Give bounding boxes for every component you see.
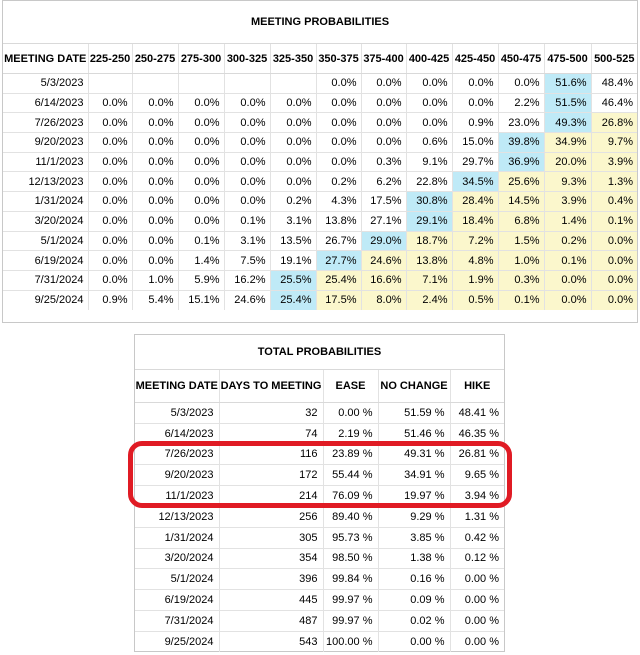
probability-cell: 36.9%: [498, 152, 544, 172]
meeting-date-cell: 9/25/2024: [135, 631, 219, 652]
table-row: [3, 231, 637, 251]
table-row: [3, 290, 637, 310]
days-to-meeting-cell: 396: [219, 569, 323, 590]
meeting-probabilities-title: MEETING PROBABILITIES: [250, 16, 390, 28]
meeting-date-cell: 6/19/2024: [135, 590, 219, 611]
meeting-date-cell: 7/31/2024: [135, 610, 219, 631]
probability-cell: [132, 74, 178, 94]
days-to-meeting-cell: 543: [219, 631, 323, 652]
probability-cell: 0.0%: [178, 93, 224, 113]
days-to-meeting-cell: 32: [219, 403, 323, 424]
probability-cell: 0.0%: [316, 152, 361, 172]
probability-cell: 0.0%: [88, 172, 132, 192]
column-header-range: 275-300: [178, 44, 224, 74]
probability-cell: 22.8%: [406, 172, 452, 192]
probability-cell: 0.0%: [316, 113, 361, 133]
table-row: [135, 486, 504, 507]
probability-cell: 1.4%: [544, 211, 591, 231]
ease-cell: 98.50 %: [323, 548, 378, 569]
probability-cell: 29.7%: [452, 152, 498, 172]
probability-cell: 0.5%: [452, 290, 498, 310]
probability-cell: 0.0%: [88, 270, 132, 290]
no-change-cell: 1.38 %: [378, 548, 450, 569]
column-header-hike: HIKE: [450, 370, 504, 403]
probability-cell: 49.3%: [544, 113, 591, 133]
hike-cell: 3.94 %: [450, 486, 504, 507]
hike-cell: 0.12 %: [450, 548, 504, 569]
probability-cell: 0.1%: [178, 231, 224, 251]
ease-cell: 76.09 %: [323, 486, 378, 507]
table-row: [135, 548, 504, 569]
probability-cell: 0.0%: [406, 93, 452, 113]
table-row: [135, 444, 504, 465]
probability-cell: 0.0%: [316, 133, 361, 153]
probability-cell: 26.7%: [316, 231, 361, 251]
table-row: [3, 192, 637, 212]
probability-cell: 1.4%: [178, 251, 224, 271]
probability-cell: 0.1%: [498, 290, 544, 310]
probability-cell: 0.0%: [224, 152, 270, 172]
table-row: [135, 423, 504, 444]
table-row: [135, 506, 504, 527]
column-header-days-to-meeting: DAYS TO MEETING: [219, 370, 323, 403]
probability-cell: 0.0%: [178, 113, 224, 133]
probability-cell: 0.2%: [316, 172, 361, 192]
probability-cell: 28.4%: [452, 192, 498, 212]
probability-cell: 0.1%: [224, 211, 270, 231]
meeting-date-cell: 5/1/2024: [3, 231, 88, 251]
hike-cell: 26.81 %: [450, 444, 504, 465]
no-change-cell: 3.85 %: [378, 527, 450, 548]
days-to-meeting-cell: 487: [219, 610, 323, 631]
probability-cell: 20.0%: [544, 152, 591, 172]
probability-cell: 6.8%: [498, 211, 544, 231]
probability-cell: 18.7%: [406, 231, 452, 251]
probability-cell: 18.4%: [452, 211, 498, 231]
probability-cell: 0.0%: [224, 192, 270, 212]
probability-cell: [270, 74, 316, 94]
probability-cell: 51.6%: [544, 74, 591, 94]
column-header-ease: EASE: [323, 370, 378, 403]
column-header-no-change: NO CHANGE: [378, 370, 450, 403]
column-header-range: 425-450: [452, 44, 498, 74]
probability-cell: 0.0%: [88, 152, 132, 172]
hike-cell: 48.41 %: [450, 403, 504, 424]
ease-cell: 0.00 %: [323, 403, 378, 424]
probability-cell: 7.5%: [224, 251, 270, 271]
no-change-cell: 51.59 %: [378, 403, 450, 424]
table-row: [3, 251, 637, 271]
no-change-cell: 34.91 %: [378, 465, 450, 486]
column-header-range: 250-275: [132, 44, 178, 74]
probability-cell: 24.6%: [224, 290, 270, 310]
probability-cell: 13.8%: [406, 251, 452, 271]
probability-cell: 25.4%: [270, 290, 316, 310]
probability-cell: 5.4%: [132, 290, 178, 310]
column-header-range: 325-350: [270, 44, 316, 74]
meeting-date-cell: 9/20/2023: [3, 133, 88, 153]
probability-cell: 23.0%: [498, 113, 544, 133]
probability-cell: 1.0%: [132, 270, 178, 290]
table-row: [3, 113, 637, 133]
total-probabilities-title: TOTAL PROBABILITIES: [257, 346, 382, 358]
probability-cell: 0.0%: [270, 93, 316, 113]
hike-cell: 0.00 %: [450, 631, 504, 652]
meeting-date-cell: 7/26/2023: [3, 113, 88, 133]
meeting-date-cell: 3/20/2024: [3, 211, 88, 231]
hike-cell: 1.31 %: [450, 506, 504, 527]
probability-cell: 3.9%: [544, 192, 591, 212]
probability-cell: 46.4%: [591, 93, 637, 113]
column-header-range: 375-400: [361, 44, 406, 74]
days-to-meeting-cell: 256: [219, 506, 323, 527]
probability-cell: 2.4%: [406, 290, 452, 310]
probability-cell: 51.5%: [544, 93, 591, 113]
probability-cell: 0.0%: [178, 192, 224, 212]
column-header-range: 300-325: [224, 44, 270, 74]
hike-cell: 9.65 %: [450, 465, 504, 486]
no-change-cell: 49.31 %: [378, 444, 450, 465]
days-to-meeting-cell: 116: [219, 444, 323, 465]
days-to-meeting-cell: 214: [219, 486, 323, 507]
probability-cell: 1.0%: [498, 251, 544, 271]
probability-cell: 0.0%: [270, 172, 316, 192]
probability-cell: 29.0%: [361, 231, 406, 251]
probability-cell: 0.0%: [316, 93, 361, 113]
table-row: [3, 270, 637, 290]
probability-cell: 5.9%: [178, 270, 224, 290]
probability-cell: 0.0%: [591, 231, 637, 251]
probability-cell: 7.2%: [452, 231, 498, 251]
probability-cell: 0.0%: [88, 231, 132, 251]
probability-cell: 0.0%: [361, 133, 406, 153]
probability-cell: 0.9%: [452, 113, 498, 133]
probability-cell: 0.0%: [224, 93, 270, 113]
probability-cell: 4.8%: [452, 251, 498, 271]
no-change-cell: 51.46 %: [378, 423, 450, 444]
meeting-probabilities-header-row: [3, 44, 637, 74]
table-row: [135, 403, 504, 424]
probability-cell: 0.0%: [88, 192, 132, 212]
table-row: [135, 590, 504, 611]
meeting-date-cell: 6/19/2024: [3, 251, 88, 271]
probability-cell: 0.0%: [88, 93, 132, 113]
ease-cell: 23.89 %: [323, 444, 378, 465]
probability-cell: 25.4%: [316, 270, 361, 290]
probability-cell: 0.0%: [132, 251, 178, 271]
probability-cell: 9.1%: [406, 152, 452, 172]
probability-cell: 14.5%: [498, 192, 544, 212]
probability-cell: 48.4%: [591, 74, 637, 94]
meeting-date-cell: 12/13/2023: [3, 172, 88, 192]
probability-cell: 3.1%: [224, 231, 270, 251]
probability-cell: 0.0%: [132, 133, 178, 153]
table-row: [3, 74, 637, 94]
no-change-cell: 9.29 %: [378, 506, 450, 527]
probability-cell: 24.6%: [361, 251, 406, 271]
no-change-cell: 0.00 %: [378, 631, 450, 652]
ease-cell: 95.73 %: [323, 527, 378, 548]
column-header-range: 225-250: [88, 44, 132, 74]
probability-cell: 0.4%: [591, 192, 637, 212]
probability-cell: 0.3%: [361, 152, 406, 172]
table-row: [3, 172, 637, 192]
no-change-cell: 19.97 %: [378, 486, 450, 507]
probability-cell: 0.0%: [591, 251, 637, 271]
hike-cell: 0.00 %: [450, 569, 504, 590]
probability-cell: 0.1%: [544, 251, 591, 271]
probability-cell: 0.0%: [132, 93, 178, 113]
table-row: [135, 610, 504, 631]
probability-cell: 0.0%: [544, 290, 591, 310]
probability-cell: 0.0%: [361, 74, 406, 94]
probability-cell: 0.0%: [361, 113, 406, 133]
probability-cell: 0.0%: [178, 172, 224, 192]
total-probabilities-table: [135, 369, 504, 652]
probability-cell: 0.0%: [88, 211, 132, 231]
days-to-meeting-cell: 354: [219, 548, 323, 569]
meeting-date-cell: 9/20/2023: [135, 465, 219, 486]
hike-cell: 46.35 %: [450, 423, 504, 444]
no-change-cell: 0.16 %: [378, 569, 450, 590]
meeting-date-cell: 7/26/2023: [135, 444, 219, 465]
probability-cell: 4.3%: [316, 192, 361, 212]
probability-cell: 0.0%: [88, 133, 132, 153]
probability-cell: 3.1%: [270, 211, 316, 231]
probability-cell: 0.0%: [316, 74, 361, 94]
probability-cell: 0.0%: [498, 74, 544, 94]
probability-cell: [224, 74, 270, 94]
probability-cell: 25.5%: [270, 270, 316, 290]
meeting-date-cell: 12/13/2023: [135, 506, 219, 527]
probability-cell: 0.0%: [270, 113, 316, 133]
probability-cell: 0.0%: [361, 93, 406, 113]
hike-cell: 0.00 %: [450, 610, 504, 631]
probability-cell: 0.0%: [224, 113, 270, 133]
probability-cell: 17.5%: [316, 290, 361, 310]
ease-cell: 100.00 %: [323, 631, 378, 652]
ease-cell: 99.97 %: [323, 590, 378, 611]
probability-cell: 0.0%: [132, 172, 178, 192]
probability-cell: 39.8%: [498, 133, 544, 153]
probability-cell: 0.0%: [178, 133, 224, 153]
probability-cell: 0.0%: [178, 211, 224, 231]
probability-cell: 0.0%: [132, 192, 178, 212]
probability-cell: 0.0%: [452, 93, 498, 113]
probability-cell: 0.2%: [544, 231, 591, 251]
probability-cell: 13.8%: [316, 211, 361, 231]
probability-cell: 0.0%: [224, 172, 270, 192]
meeting-date-cell: 5/1/2024: [135, 569, 219, 590]
probability-cell: 0.0%: [224, 133, 270, 153]
probability-cell: 0.0%: [132, 152, 178, 172]
probability-cell: 0.6%: [406, 133, 452, 153]
probability-cell: 0.0%: [178, 152, 224, 172]
meeting-date-cell: 1/31/2024: [3, 192, 88, 212]
probability-cell: 13.5%: [270, 231, 316, 251]
no-change-cell: 0.02 %: [378, 610, 450, 631]
probability-cell: 1.5%: [498, 231, 544, 251]
probability-cell: 19.1%: [270, 251, 316, 271]
table-row: [135, 569, 504, 590]
table-row: [3, 133, 637, 153]
days-to-meeting-cell: 74: [219, 423, 323, 444]
probability-cell: 0.9%: [88, 290, 132, 310]
meeting-probabilities-panel: [2, 0, 638, 323]
probability-cell: 2.2%: [498, 93, 544, 113]
meeting-date-cell: 3/20/2024: [135, 548, 219, 569]
probability-cell: 15.1%: [178, 290, 224, 310]
probability-cell: 29.1%: [406, 211, 452, 231]
ease-cell: 99.84 %: [323, 569, 378, 590]
probability-cell: 0.3%: [498, 270, 544, 290]
probability-cell: 0.0%: [452, 74, 498, 94]
column-header-range: 500-525: [591, 44, 637, 74]
probability-cell: [178, 74, 224, 94]
ease-cell: 55.44 %: [323, 465, 378, 486]
meeting-date-cell: 6/14/2023: [135, 423, 219, 444]
probability-cell: 0.0%: [132, 211, 178, 231]
probability-cell: 27.1%: [361, 211, 406, 231]
probability-cell: 27.7%: [316, 251, 361, 271]
probability-cell: 3.9%: [591, 152, 637, 172]
probability-cell: 8.0%: [361, 290, 406, 310]
column-header-range: 350-375: [316, 44, 361, 74]
probability-cell: 26.8%: [591, 113, 637, 133]
meeting-date-cell: 11/1/2023: [135, 486, 219, 507]
column-header-meeting-date: MEETING DATE: [3, 44, 88, 74]
hike-cell: 0.00 %: [450, 590, 504, 611]
meeting-date-cell: 5/3/2023: [135, 403, 219, 424]
probability-cell: 0.1%: [591, 211, 637, 231]
table-row: [135, 465, 504, 486]
probability-cell: [88, 74, 132, 94]
table-row: [135, 527, 504, 548]
probability-cell: 0.0%: [132, 231, 178, 251]
probability-cell: 0.0%: [270, 152, 316, 172]
table-row: [135, 631, 504, 652]
probability-cell: 0.0%: [406, 74, 452, 94]
probability-cell: 0.0%: [544, 270, 591, 290]
probability-cell: 0.0%: [591, 290, 637, 310]
meeting-date-cell: 11/1/2023: [3, 152, 88, 172]
probability-cell: 15.0%: [452, 133, 498, 153]
probability-cell: 0.0%: [591, 270, 637, 290]
ease-cell: 89.40 %: [323, 506, 378, 527]
probability-cell: 1.3%: [591, 172, 637, 192]
probability-cell: 9.7%: [591, 133, 637, 153]
meeting-date-cell: 7/31/2024: [3, 270, 88, 290]
table-row: [3, 211, 637, 231]
ease-cell: 2.19 %: [323, 423, 378, 444]
hike-cell: 0.42 %: [450, 527, 504, 548]
table-row: [3, 93, 637, 113]
meeting-date-cell: 6/14/2023: [3, 93, 88, 113]
probability-cell: 9.3%: [544, 172, 591, 192]
total-probabilities-header-row: [135, 370, 504, 403]
probability-cell: 0.2%: [270, 192, 316, 212]
meeting-date-cell: 9/25/2024: [3, 290, 88, 310]
probability-cell: 1.9%: [452, 270, 498, 290]
probability-cell: 0.0%: [406, 113, 452, 133]
meeting-probabilities-table: [3, 43, 637, 310]
column-header-meeting-date: MEETING DATE: [135, 370, 219, 403]
probability-cell: 34.5%: [452, 172, 498, 192]
days-to-meeting-cell: 445: [219, 590, 323, 611]
probability-cell: 16.2%: [224, 270, 270, 290]
meeting-date-cell: 5/3/2023: [3, 74, 88, 94]
column-header-range: 475-500: [544, 44, 591, 74]
table-row: [3, 152, 637, 172]
probability-cell: 0.0%: [88, 251, 132, 271]
ease-cell: 99.97 %: [323, 610, 378, 631]
column-header-range: 400-425: [406, 44, 452, 74]
probability-cell: 16.6%: [361, 270, 406, 290]
probability-cell: 25.6%: [498, 172, 544, 192]
probability-cell: 0.0%: [132, 113, 178, 133]
meeting-date-cell: 1/31/2024: [135, 527, 219, 548]
probability-cell: 34.9%: [544, 133, 591, 153]
days-to-meeting-cell: 172: [219, 465, 323, 486]
probability-cell: 7.1%: [406, 270, 452, 290]
probability-cell: 6.2%: [361, 172, 406, 192]
total-probabilities-panel: [134, 334, 505, 652]
days-to-meeting-cell: 305: [219, 527, 323, 548]
column-header-range: 450-475: [498, 44, 544, 74]
probability-cell: 0.0%: [270, 133, 316, 153]
probability-cell: 0.0%: [88, 113, 132, 133]
no-change-cell: 0.09 %: [378, 590, 450, 611]
probability-cell: 30.8%: [406, 192, 452, 212]
probability-cell: 17.5%: [361, 192, 406, 212]
